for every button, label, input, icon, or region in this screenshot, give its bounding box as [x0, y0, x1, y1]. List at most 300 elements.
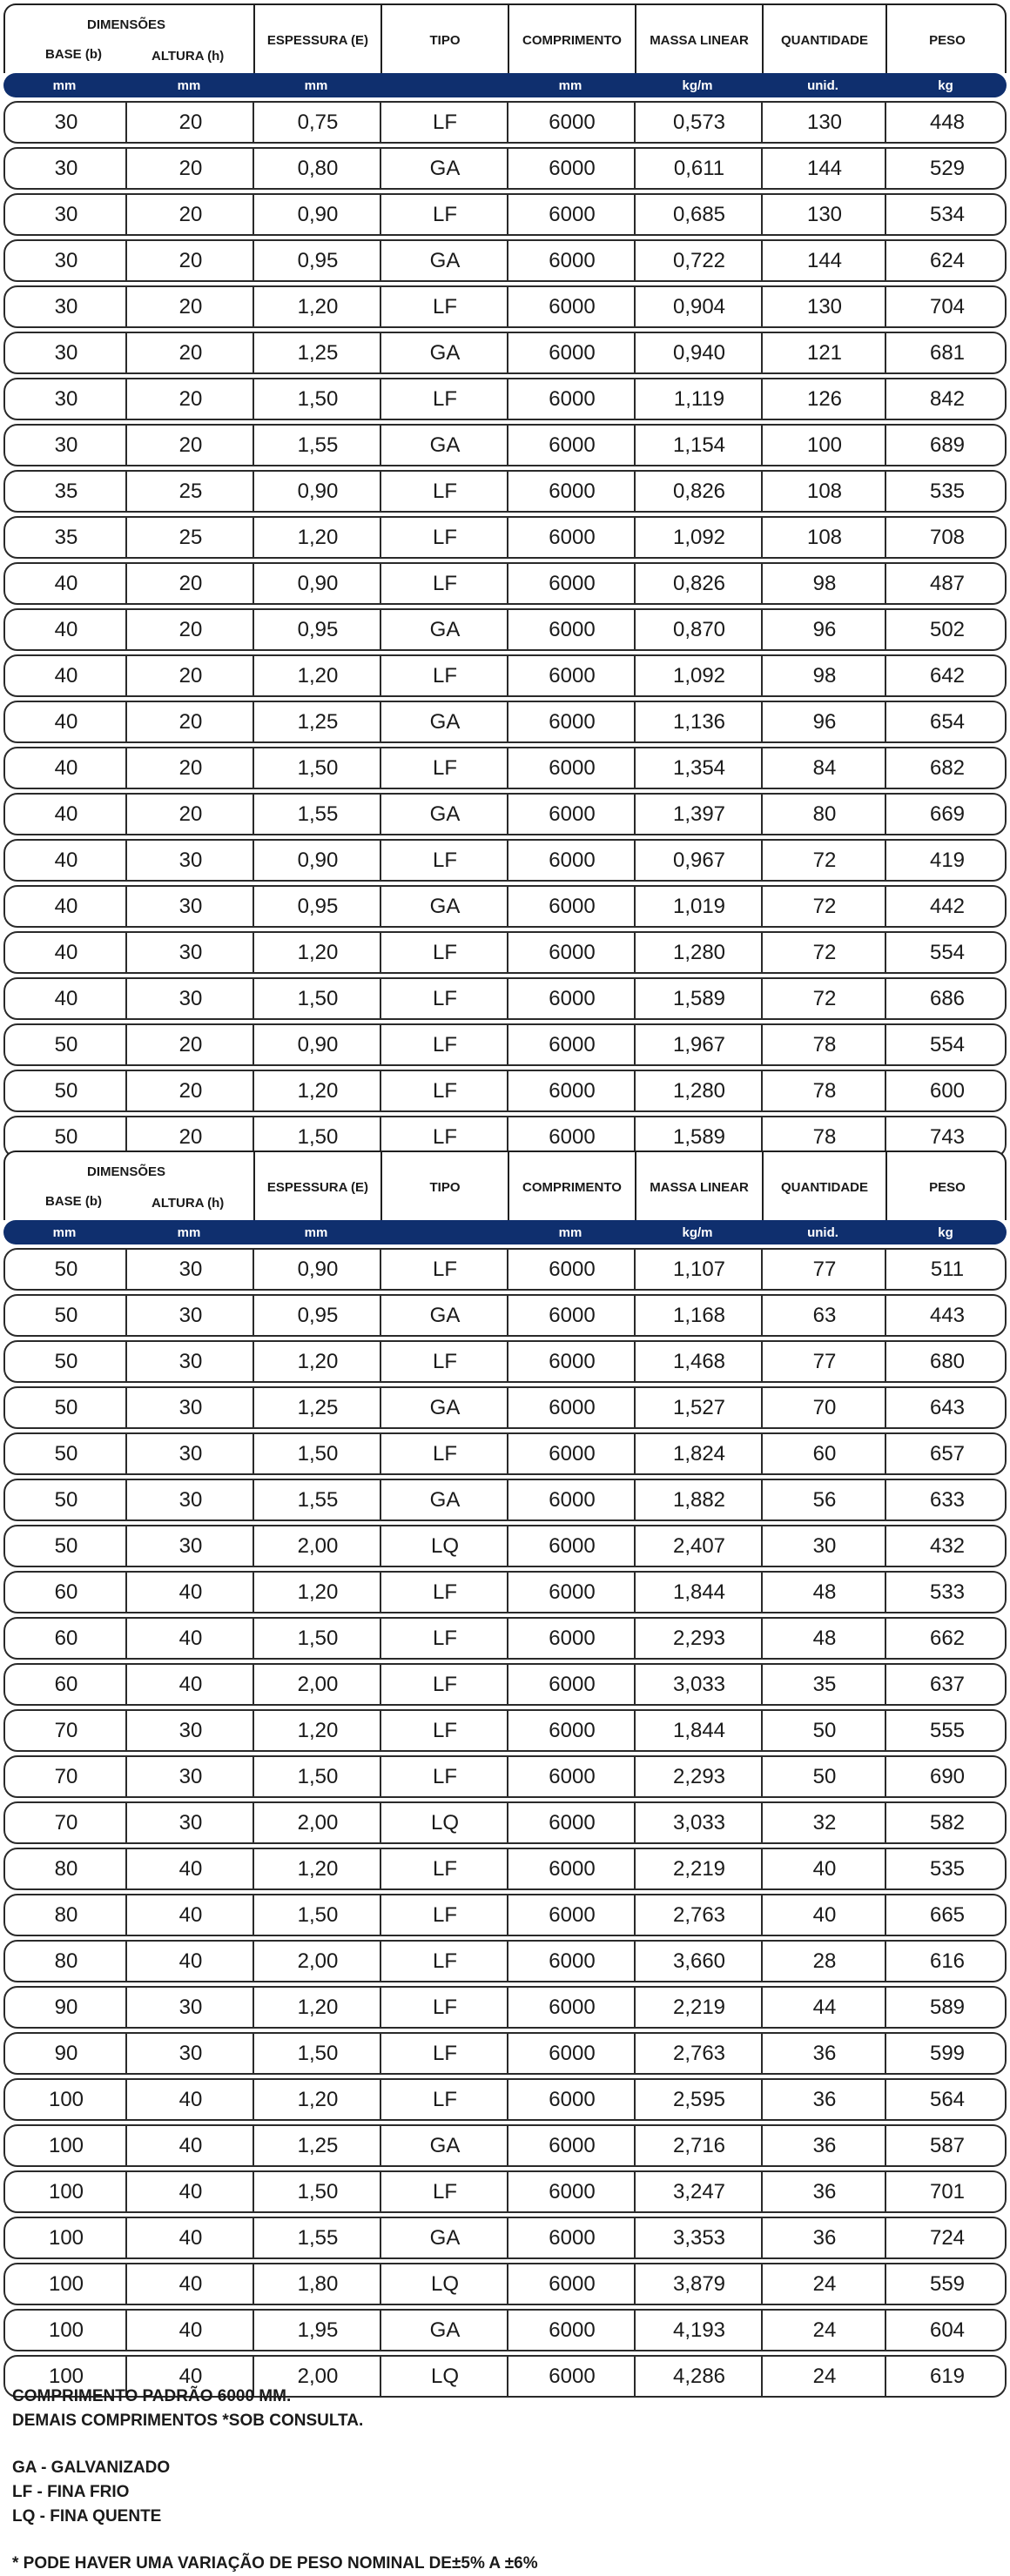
cell-massa-linear: 1,397	[672, 802, 726, 826]
cell-espessura: 0,90	[297, 202, 339, 226]
cell-base: 100	[48, 2364, 84, 2388]
cell-base: 80	[54, 1902, 78, 1927]
unit-quantidade: unid.	[807, 77, 838, 93]
table-row	[3, 1617, 1007, 1660]
cell-massa-linear: 2,407	[672, 1533, 726, 1558]
cell-peso: 529	[929, 156, 966, 180]
cell-massa-linear: 0,904	[672, 294, 726, 319]
cell-espessura: 1,25	[297, 1395, 339, 1419]
cell-base: 30	[54, 294, 78, 319]
cell-tipo: LF	[432, 940, 457, 964]
cell-altura: 30	[178, 848, 203, 872]
cell-quantidade: 98	[812, 663, 837, 688]
cell-quantidade: 100	[806, 433, 843, 457]
cell-base: 35	[54, 525, 78, 549]
cell-espessura: 0,90	[297, 571, 339, 595]
cell-comprimento: 6000	[549, 1349, 596, 1373]
cell-espessura: 1,80	[297, 2271, 339, 2296]
cell-tipo: LF	[432, 848, 457, 872]
cell-altura: 20	[178, 248, 203, 272]
cell-altura: 40	[178, 1672, 203, 1696]
cell-comprimento: 6000	[549, 571, 596, 595]
cell-espessura: 1,50	[297, 2179, 339, 2204]
cell-massa-linear: 4,286	[672, 2364, 726, 2388]
cell-tipo: GA	[429, 433, 461, 457]
cell-base: 100	[48, 2271, 84, 2296]
cell-comprimento: 6000	[549, 709, 596, 734]
cell-massa-linear: 3,247	[672, 2179, 726, 2204]
table-row	[3, 285, 1007, 328]
cell-espessura: 1,25	[297, 709, 339, 734]
cell-tipo: GA	[429, 894, 461, 918]
table-row	[3, 885, 1007, 928]
cell-altura: 20	[178, 1078, 203, 1103]
cell-base: 30	[54, 156, 78, 180]
cell-peso: 682	[929, 755, 966, 780]
table-row	[3, 1894, 1007, 1936]
cell-espessura: 2,00	[297, 2364, 339, 2388]
cell-peso: 665	[929, 1902, 966, 1927]
cell-altura: 30	[178, 1303, 203, 1327]
table-row	[3, 1386, 1007, 1429]
unit-massa-linear: kg/m	[682, 77, 713, 93]
cell-massa-linear: 0,685	[672, 202, 726, 226]
cell-altura: 30	[178, 1810, 203, 1835]
table-row	[3, 1986, 1007, 2029]
cell-espessura: 1,50	[297, 755, 339, 780]
header-quantidade: QUANTIDADE	[781, 32, 868, 48]
cell-tipo: LF	[432, 1949, 457, 1973]
header-peso: PESO	[929, 32, 966, 48]
cell-quantidade: 30	[812, 1533, 837, 1558]
cell-quantidade: 36	[812, 2041, 837, 2065]
cell-base: 50	[54, 1395, 78, 1419]
cell-tipo: LF	[432, 986, 457, 1010]
cell-espessura: 1,50	[297, 1764, 339, 1788]
cell-base: 30	[54, 386, 78, 411]
profile-table-1	[3, 3, 1007, 1158]
cell-massa-linear: 3,660	[672, 1949, 726, 1973]
cell-comprimento: 6000	[549, 755, 596, 780]
cell-espessura: 1,20	[297, 1580, 339, 1604]
cell-espessura: 2,00	[297, 1810, 339, 1835]
cell-quantidade: 108	[806, 479, 843, 503]
header-espessura: ESPESSURA (E)	[266, 32, 369, 48]
table-row	[3, 793, 1007, 835]
cell-base: 50	[54, 1487, 78, 1512]
cell-peso: 535	[929, 1856, 966, 1881]
cell-altura: 40	[178, 2087, 203, 2111]
cell-massa-linear: 1,844	[672, 1580, 726, 1604]
table-row	[3, 931, 1007, 974]
cell-massa-linear: 0,870	[672, 617, 726, 641]
cell-base: 40	[54, 571, 78, 595]
cell-peso: 642	[929, 663, 966, 688]
cell-base: 50	[54, 1349, 78, 1373]
cell-altura: 20	[178, 1124, 203, 1149]
cell-tipo: LF	[432, 1718, 457, 1742]
cell-tipo: LF	[432, 2087, 457, 2111]
cell-peso: 708	[929, 525, 966, 549]
cell-altura: 30	[178, 1441, 203, 1466]
table-row	[3, 1571, 1007, 1613]
cell-quantidade: 144	[806, 156, 843, 180]
cell-tipo: GA	[429, 2133, 461, 2157]
table-row	[3, 1940, 1007, 1982]
cell-base: 40	[54, 894, 78, 918]
cell-tipo: LF	[432, 1580, 457, 1604]
cell-tipo: GA	[429, 2225, 461, 2250]
cell-altura: 30	[178, 1764, 203, 1788]
header-tipo: TIPO	[429, 32, 461, 48]
cell-espessura: 1,50	[297, 1902, 339, 1927]
cell-altura: 40	[178, 2271, 203, 2296]
cell-tipo: LF	[432, 2179, 457, 2204]
unit-massa-linear: kg/m	[682, 1224, 713, 1240]
note-other-lengths: DEMAIS COMPRIMENTOS *SOB CONSULTA.	[12, 2412, 364, 2430]
cell-comprimento: 6000	[549, 156, 596, 180]
cell-tipo: LQ	[430, 2364, 459, 2388]
header-dimensoes: DIMENSÕES	[87, 17, 166, 32]
cell-peso: 534	[929, 202, 966, 226]
cell-quantidade: 44	[812, 1995, 837, 2019]
cell-quantidade: 56	[812, 1487, 837, 1512]
cell-altura: 20	[178, 802, 203, 826]
cell-tipo: LF	[432, 1902, 457, 1927]
cell-tipo: LF	[432, 294, 457, 319]
cell-altura: 40	[178, 1856, 203, 1881]
cell-tipo: LF	[432, 1078, 457, 1103]
unit-base: mm	[52, 77, 77, 93]
cell-base: 70	[54, 1764, 78, 1788]
table-row	[3, 193, 1007, 236]
cell-altura: 30	[178, 1395, 203, 1419]
cell-peso: 616	[929, 1949, 966, 1973]
cell-quantidade: 40	[812, 1902, 837, 1927]
cell-tipo: GA	[429, 802, 461, 826]
cell-peso: 559	[929, 2271, 966, 2296]
cell-comprimento: 6000	[549, 1124, 596, 1149]
cell-espessura: 1,20	[297, 1078, 339, 1103]
cell-altura: 20	[178, 709, 203, 734]
header-massa-linear: MASSA LINEAR	[650, 1179, 749, 1195]
cell-base: 50	[54, 1078, 78, 1103]
cell-espessura: 1,95	[297, 2318, 339, 2342]
cell-quantidade: 40	[812, 1856, 837, 1881]
header-quantidade: QUANTIDADE	[781, 1179, 868, 1195]
table-row	[3, 654, 1007, 697]
cell-peso: 681	[929, 340, 966, 365]
cell-comprimento: 6000	[549, 2133, 596, 2157]
table-row	[3, 608, 1007, 651]
cell-altura: 30	[178, 1995, 203, 2019]
cell-massa-linear: 2,293	[672, 1764, 726, 1788]
table-row	[3, 1070, 1007, 1112]
cell-quantidade: 24	[812, 2318, 837, 2342]
cell-base: 100	[48, 2318, 84, 2342]
cell-comprimento: 6000	[549, 479, 596, 503]
cell-base: 40	[54, 940, 78, 964]
cell-base: 90	[54, 1995, 78, 2019]
cell-quantidade: 108	[806, 525, 843, 549]
cell-quantidade: 121	[806, 340, 843, 365]
cell-massa-linear: 2,219	[672, 1995, 726, 2019]
cell-altura: 25	[178, 479, 203, 503]
cell-tipo: GA	[429, 2318, 461, 2342]
cell-massa-linear: 1,280	[672, 940, 726, 964]
table-row	[3, 2032, 1007, 2075]
note-standard-length: COMPRIMENTO PADRÃO 6000 MM.	[12, 2387, 292, 2405]
cell-comprimento: 6000	[549, 986, 596, 1010]
cell-altura: 40	[178, 1902, 203, 1927]
cell-tipo: LQ	[430, 2271, 459, 2296]
cell-peso: 743	[929, 1124, 966, 1149]
cell-comprimento: 6000	[549, 1718, 596, 1742]
cell-comprimento: 6000	[549, 2041, 596, 2065]
cell-altura: 30	[178, 2041, 203, 2065]
cell-base: 100	[48, 2133, 84, 2157]
cell-peso: 724	[929, 2225, 966, 2250]
cell-espessura: 1,55	[297, 2225, 339, 2250]
cell-base: 70	[54, 1810, 78, 1835]
cell-altura: 30	[178, 1718, 203, 1742]
cell-massa-linear: 3,033	[672, 1810, 726, 1835]
cell-tipo: LF	[432, 1349, 457, 1373]
cell-peso: 686	[929, 986, 966, 1010]
cell-comprimento: 6000	[549, 2087, 596, 2111]
cell-espessura: 1,50	[297, 1441, 339, 1466]
cell-base: 40	[54, 802, 78, 826]
cell-quantidade: 72	[812, 848, 837, 872]
cell-quantidade: 96	[812, 617, 837, 641]
cell-comprimento: 6000	[549, 940, 596, 964]
cell-comprimento: 6000	[549, 617, 596, 641]
cell-peso: 554	[929, 1032, 966, 1057]
cell-base: 40	[54, 709, 78, 734]
cell-base: 80	[54, 1856, 78, 1881]
cell-espessura: 1,20	[297, 1856, 339, 1881]
cell-base: 35	[54, 479, 78, 503]
cell-comprimento: 6000	[549, 1395, 596, 1419]
cell-altura: 20	[178, 110, 203, 134]
header-altura: ALTURA (h)	[152, 1196, 225, 1211]
unit-tipo	[380, 73, 507, 97]
unit-espessura: mm	[304, 1224, 328, 1240]
cell-tipo: LF	[432, 1257, 457, 1281]
cell-massa-linear: 0,573	[672, 110, 726, 134]
cell-espessura: 1,25	[297, 2133, 339, 2157]
cell-tipo: LF	[432, 1626, 457, 1650]
cell-altura: 20	[178, 386, 203, 411]
cell-altura: 40	[178, 1626, 203, 1650]
cell-altura: 20	[178, 1032, 203, 1057]
note-weight-variation: * PODE HAVER UMA VARIAÇÃO DE PESO NOMINAL DE±5% A ±6%	[12, 2554, 538, 2573]
table-row	[3, 1294, 1007, 1337]
cell-massa-linear: 1,468	[672, 1349, 726, 1373]
cell-tipo: LQ	[430, 1533, 459, 1558]
table-row	[3, 1848, 1007, 1890]
cell-comprimento: 6000	[549, 894, 596, 918]
cell-tipo: GA	[429, 248, 461, 272]
unit-espessura: mm	[304, 77, 328, 93]
cell-altura: 40	[178, 1949, 203, 1973]
header-tipo: TIPO	[429, 1179, 461, 1195]
cell-peso: 582	[929, 1810, 966, 1835]
cell-quantidade: 98	[812, 571, 837, 595]
cell-comprimento: 6000	[549, 1995, 596, 2019]
cell-massa-linear: 1,107	[672, 1257, 726, 1281]
cell-tipo: GA	[429, 1487, 461, 1512]
cell-quantidade: 144	[806, 248, 843, 272]
cell-comprimento: 6000	[549, 1533, 596, 1558]
cell-comprimento: 6000	[549, 848, 596, 872]
cell-peso: 448	[929, 110, 966, 134]
note-lq: LQ - FINA QUENTE	[12, 2507, 162, 2526]
unit-altura: mm	[177, 1224, 201, 1240]
cell-massa-linear: 0,611	[673, 156, 725, 180]
cell-quantidade: 78	[812, 1078, 837, 1103]
table-row	[3, 2078, 1007, 2121]
cell-espessura: 1,50	[297, 986, 339, 1010]
cell-comprimento: 6000	[549, 1764, 596, 1788]
cell-peso: 487	[929, 571, 966, 595]
table-row	[3, 239, 1007, 282]
cell-base: 40	[54, 986, 78, 1010]
cell-comprimento: 6000	[549, 1032, 596, 1057]
cell-quantidade: 32	[812, 1810, 837, 1835]
cell-peso: 600	[929, 1078, 966, 1103]
cell-tipo: LF	[432, 1672, 457, 1696]
cell-comprimento: 6000	[549, 2225, 596, 2250]
cell-quantidade: 72	[812, 986, 837, 1010]
cell-espessura: 1,50	[297, 1124, 339, 1149]
unit-base: mm	[52, 1224, 77, 1240]
cell-espessura: 1,20	[297, 1718, 339, 1742]
cell-altura: 20	[178, 663, 203, 688]
cell-massa-linear: 0,722	[672, 248, 726, 272]
unit-altura: mm	[177, 77, 201, 93]
cell-comprimento: 6000	[549, 1487, 596, 1512]
cell-massa-linear: 1,280	[672, 1078, 726, 1103]
table-row	[3, 332, 1007, 374]
table-row	[3, 562, 1007, 605]
cell-base: 50	[54, 1124, 78, 1149]
cell-base: 30	[54, 110, 78, 134]
cell-quantidade: 28	[812, 1949, 837, 1973]
cell-massa-linear: 0,967	[672, 848, 726, 872]
cell-espessura: 0,90	[297, 1032, 339, 1057]
cell-espessura: 0,90	[297, 1257, 339, 1281]
cell-massa-linear: 0,826	[672, 479, 726, 503]
cell-altura: 40	[178, 2225, 203, 2250]
cell-massa-linear: 3,353	[672, 2225, 726, 2250]
cell-altura: 20	[178, 294, 203, 319]
cell-massa-linear: 0,940	[672, 340, 726, 365]
cell-quantidade: 24	[812, 2364, 837, 2388]
cell-quantidade: 130	[806, 294, 843, 319]
cell-tipo: GA	[429, 1395, 461, 1419]
cell-peso: 432	[929, 1533, 966, 1558]
header-comprimento: COMPRIMENTO	[522, 1179, 622, 1195]
table-row	[3, 1479, 1007, 1521]
table-row	[3, 747, 1007, 789]
table-row	[3, 516, 1007, 559]
cell-base: 80	[54, 1949, 78, 1973]
cell-peso: 564	[929, 2087, 966, 2111]
note-lf: LF - FINA FRIO	[12, 2483, 130, 2501]
cell-altura: 20	[178, 617, 203, 641]
cell-tipo: LF	[432, 1124, 457, 1149]
cell-peso: 657	[929, 1441, 966, 1466]
table-row	[3, 147, 1007, 190]
cell-comprimento: 6000	[549, 1672, 596, 1696]
table-row	[3, 2263, 1007, 2305]
cell-quantidade: 36	[812, 2087, 837, 2111]
cell-espessura: 1,50	[297, 2041, 339, 2065]
cell-altura: 25	[178, 525, 203, 549]
cell-comprimento: 6000	[549, 1902, 596, 1927]
table-row	[3, 1755, 1007, 1798]
cell-comprimento: 6000	[549, 1441, 596, 1466]
cell-massa-linear: 1,092	[672, 663, 726, 688]
cell-peso: 669	[929, 802, 966, 826]
cell-espessura: 1,55	[297, 802, 339, 826]
cell-tipo: LF	[432, 1441, 457, 1466]
cell-massa-linear: 2,595	[672, 2087, 726, 2111]
cell-espessura: 1,50	[297, 1626, 339, 1650]
cell-tipo: LF	[432, 1856, 457, 1881]
cell-quantidade: 78	[812, 1032, 837, 1057]
cell-peso: 690	[929, 1764, 966, 1788]
cell-massa-linear: 1,589	[672, 986, 726, 1010]
notes	[12, 2385, 970, 2576]
cell-peso: 704	[929, 294, 966, 319]
cell-espessura: 1,20	[297, 940, 339, 964]
cell-peso: 442	[929, 894, 966, 918]
cell-comprimento: 6000	[549, 202, 596, 226]
cell-peso: 604	[929, 2318, 966, 2342]
cell-peso: 701	[929, 2179, 966, 2204]
table-row	[3, 839, 1007, 882]
cell-base: 30	[54, 340, 78, 365]
unit-comprimento: mm	[558, 1224, 582, 1240]
table-row	[3, 101, 1007, 144]
units-bar	[3, 73, 1007, 97]
cell-massa-linear: 1,824	[672, 1441, 726, 1466]
header-base: BASE (b)	[45, 47, 102, 62]
cell-comprimento: 6000	[549, 386, 596, 411]
table-row	[3, 1525, 1007, 1567]
header-comprimento: COMPRIMENTO	[522, 32, 622, 48]
cell-peso: 680	[929, 1349, 966, 1373]
cell-altura: 30	[178, 1487, 203, 1512]
cell-massa-linear: 1,882	[672, 1487, 726, 1512]
cell-altura: 20	[178, 202, 203, 226]
cell-peso: 555	[929, 1718, 966, 1742]
cell-quantidade: 130	[806, 202, 843, 226]
cell-peso: 443	[929, 1303, 966, 1327]
cell-comprimento: 6000	[549, 110, 596, 134]
cell-base: 30	[54, 248, 78, 272]
cell-altura: 30	[178, 1533, 203, 1558]
cell-espessura: 0,90	[297, 848, 339, 872]
cell-base: 30	[54, 202, 78, 226]
cell-quantidade: 63	[812, 1303, 837, 1327]
cell-espessura: 0,90	[297, 479, 339, 503]
cell-base: 50	[54, 1257, 78, 1281]
table-row	[3, 1663, 1007, 1706]
cell-espessura: 1,55	[297, 1487, 339, 1512]
